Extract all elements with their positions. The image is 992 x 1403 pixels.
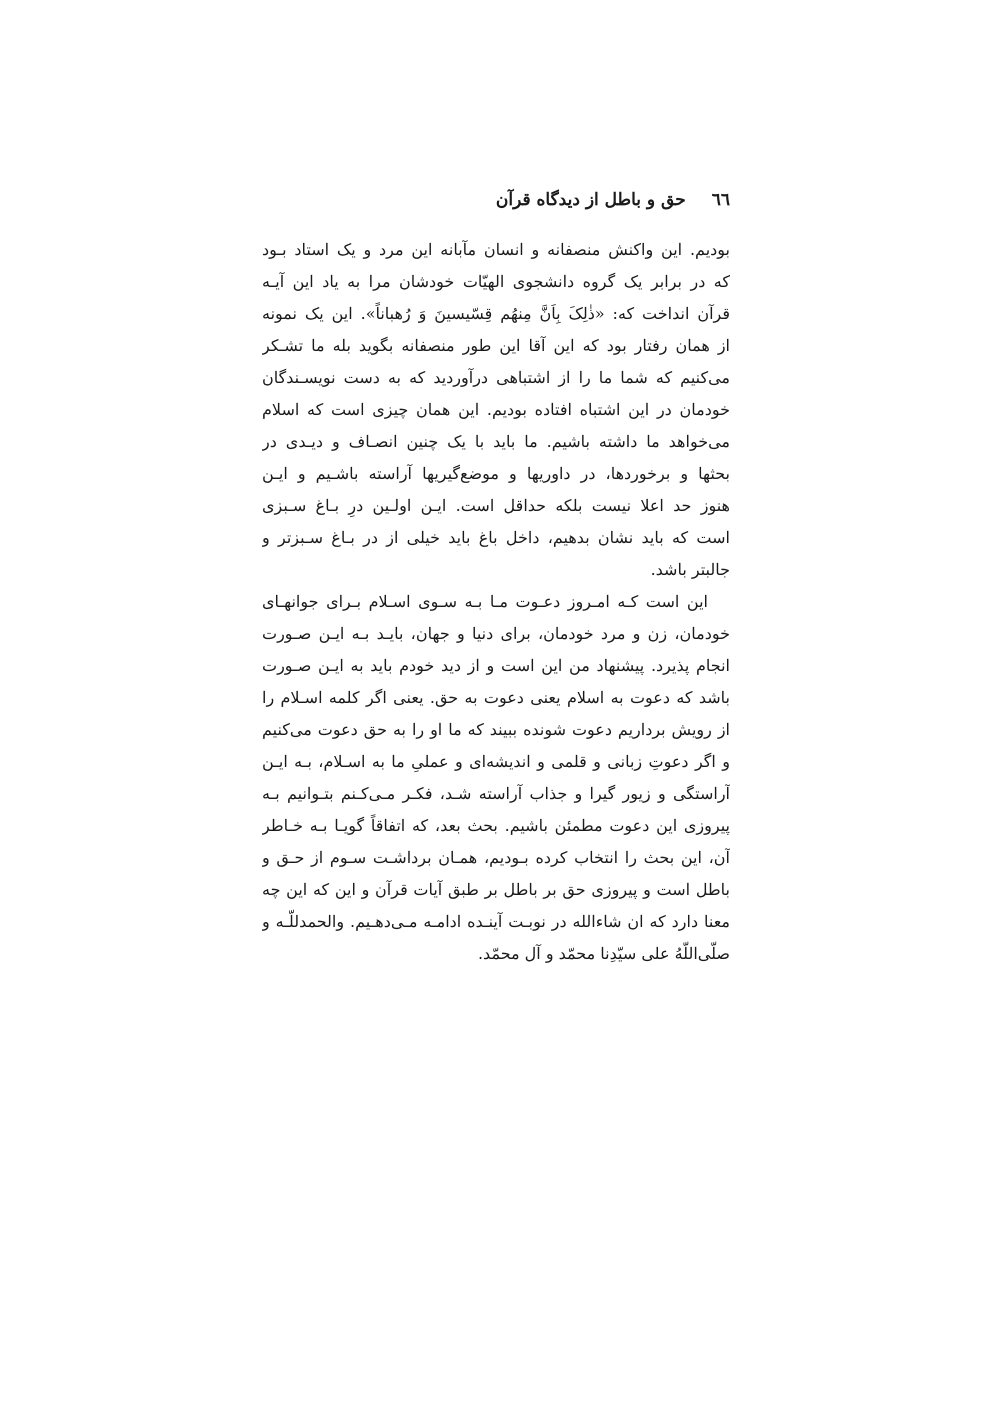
running-head	[262, 188, 730, 212]
text-line: قرآن انداخت که: «ذٰلِکَ بِاَنَّ مِنهُم قِسّیسینَ وَ رُهباناً». این یک نمونه	[262, 304, 730, 323]
page-number: ٦٦	[711, 190, 730, 210]
text-line: از رویش برداریم دعوت شونده ببیند که ما او را به حق دعوت می‌کنیم	[262, 720, 730, 739]
text-line: خودمان، زن و مرد خودمان، برای دنیا و جهان، بایـد بـه ایـن صـورت	[262, 624, 730, 643]
text-line: صلّی‌اللّهُ علی سیّدِنا محمّد و آل محمّد.	[477, 944, 730, 963]
text-line: جالبتر باشد.	[650, 560, 730, 579]
text-line: بحثها و برخوردها، در داوریها و موضع‌گیریها آراسته باشـیم و ایـن	[262, 464, 730, 483]
text-line: آراستگی و زیور گیرا و جذاب آراسته شـد، فکـر مـی‌کـنم بتـوانیم بـه	[262, 784, 730, 803]
text-line: خودمان در این اشتباه افتاده بودیم. این همان چیزی است که اسلام	[262, 400, 730, 419]
text-line: باطل است و پیروزی حق بر باطل بر طبق آیات قرآن و این که این چه	[262, 880, 730, 899]
paragraph-2	[262, 586, 730, 970]
text-line: انجام پذیرد. پیشنهاد من این است و از دید خودم باید به ایـن صـورت	[262, 656, 730, 675]
text-line: این است کـه امـروز دعـوت مـا بـه سـوی اسـلام بـرای جوانهـای	[262, 592, 708, 611]
running-title: حق و باطل از دیدگاه قرآن	[495, 190, 686, 210]
text-line: می‌خواهد ما داشته باشیم. ما باید با یک چنین انصـاف و دیـدی در	[262, 432, 730, 451]
text-line: معنا دارد که ان شاءالله در نوبـت آینـده ادامـه مـی‌دهـیم. والحمدللّـه و	[262, 912, 730, 931]
text-line: بودیم. این واکنش منصفانه و انسان مآبانه این مرد و یک استاد بـود	[262, 240, 730, 259]
text-line: و اگر دعوتِ زبانی و قلمی و اندیشه‌ای و عملیِ ما به اسـلام، بـه ایـن	[262, 752, 730, 771]
text-line: آن، این بحث را انتخاب کرده بـودیم، همـان برداشـت سـوم از حـق و	[262, 848, 730, 867]
text-line: می‌کنیم که شما ما را از اشتباهی درآوردید که به دست نویسـندگان	[262, 368, 730, 387]
text-line: باشد که دعوت به اسلام یعنی دعوت به حق. یعنی اگر کلمه اسـلام را	[262, 688, 730, 707]
text-line: هنوز حد اعلا نیست بلکه حداقل است. ایـن اولـین درِ بـاغ سـبزی	[262, 496, 730, 515]
paragraph-1	[262, 234, 730, 586]
text-line: از همان رفتار بود که این آقا این طور منصفانه بگوید بله ما تشـکر	[262, 336, 730, 355]
text-line: است که باید نشان بدهیم، داخل باغ باید خیلی از در بـاغ سـبزتر و	[262, 528, 730, 547]
body-text	[262, 234, 730, 970]
text-line: پیروزی این دعوت مطمئن باشیم. بحث بعد، که اتفاقاً گویـا بـه خـاطر	[262, 816, 730, 835]
text-line: که در برابر یک گروه دانشجوی الهیّات خودشان مرا به یاد این آیـه	[262, 272, 730, 291]
